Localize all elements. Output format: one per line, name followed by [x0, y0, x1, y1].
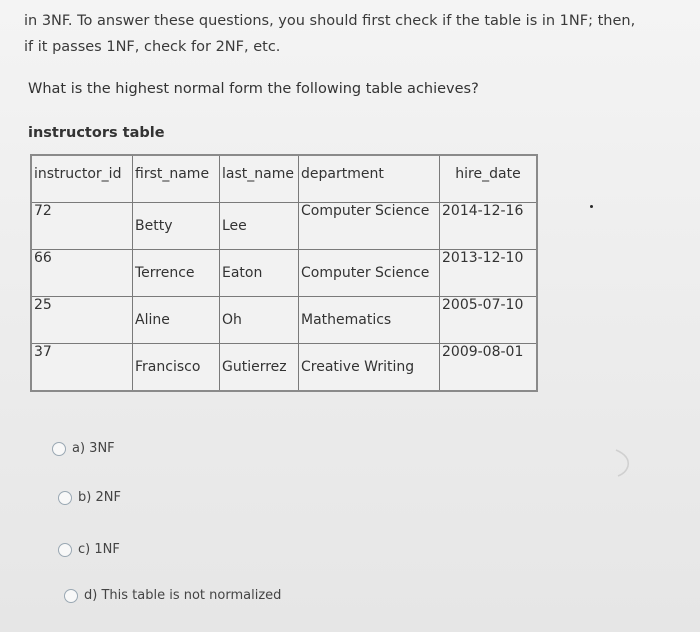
header-instructor-id: instructor_id — [31, 155, 133, 203]
cell-instructor-id: 25 — [31, 297, 133, 344]
radio-button[interactable] — [52, 442, 66, 456]
table-row — [31, 203, 537, 250]
cell-last-name: Gutierrez — [220, 344, 299, 392]
cell-department: Computer Science — [299, 203, 440, 250]
header-hire-date: hire_date — [440, 155, 538, 203]
cell-first-name: Betty — [133, 203, 220, 250]
option-b[interactable] — [58, 490, 121, 505]
radio-button[interactable] — [64, 589, 78, 603]
table-row — [31, 250, 537, 297]
question-text: What is the highest normal form the following table achieves? — [28, 81, 479, 97]
header-first-name: first_name — [133, 155, 220, 203]
option-label: c) 1NF — [78, 542, 120, 557]
cell-hire-date: 2009-08-01 — [440, 344, 538, 392]
cell-first-name: Terrence — [133, 250, 220, 297]
table-row — [31, 344, 537, 392]
cell-instructor-id: 66 — [31, 250, 133, 297]
table-row — [31, 297, 537, 344]
option-c[interactable] — [58, 542, 120, 557]
cell-department: Mathematics — [299, 297, 440, 344]
table-caption: instructors table — [28, 125, 165, 141]
table-header-row — [31, 155, 537, 203]
option-label: a) 3NF — [72, 441, 115, 456]
cell-hire-date: 2005-07-10 — [440, 297, 538, 344]
option-d[interactable] — [64, 588, 281, 603]
radio-button[interactable] — [58, 491, 72, 505]
cell-first-name: Francisco — [133, 344, 220, 392]
stray-dot — [590, 205, 593, 208]
intro-text-line-2: if it passes 1NF, check for 2NF, etc. — [24, 39, 281, 55]
cell-instructor-id: 37 — [31, 344, 133, 392]
header-department: department — [299, 155, 440, 203]
option-label: b) 2NF — [78, 490, 121, 505]
cell-department: Creative Writing — [299, 344, 440, 392]
intro-text-line-1: in 3NF. To answer these questions, you should first check if the table is in 1NF; then, — [24, 13, 636, 29]
radio-button[interactable] — [58, 543, 72, 557]
cell-last-name: Lee — [220, 203, 299, 250]
cell-last-name: Eaton — [220, 250, 299, 297]
option-a[interactable] — [52, 441, 115, 456]
instructors-table — [30, 154, 538, 392]
header-last-name: last_name — [220, 155, 299, 203]
cell-first-name: Aline — [133, 297, 220, 344]
curve-mark-icon — [612, 448, 634, 478]
cell-instructor-id: 72 — [31, 203, 133, 250]
cell-hire-date: 2014-12-16 — [440, 203, 538, 250]
option-label: d) This table is not normalized — [84, 588, 282, 603]
cell-last-name: Oh — [220, 297, 299, 344]
cell-department: Computer Science — [299, 250, 440, 297]
cell-hire-date: 2013-12-10 — [440, 250, 538, 297]
